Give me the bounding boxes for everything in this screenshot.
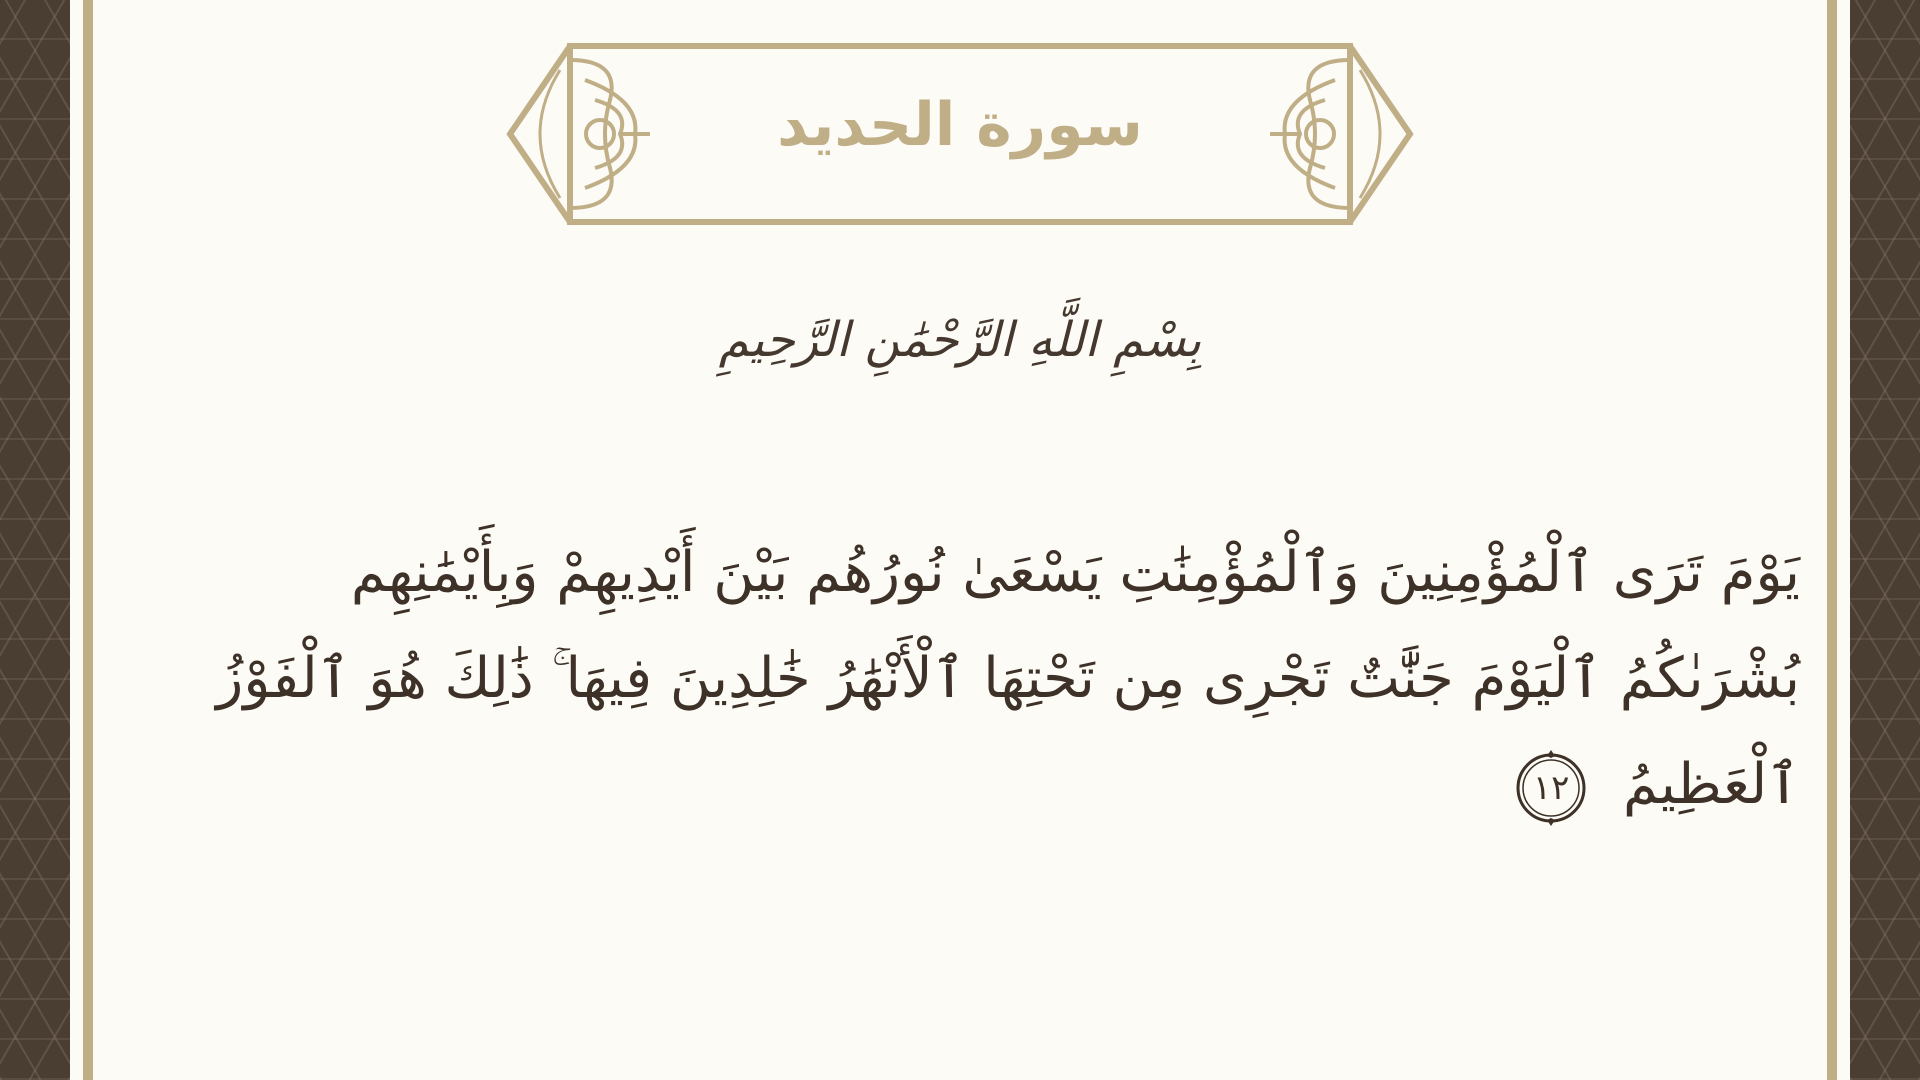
right-ornamental-border [1850,0,1920,1080]
basmala-calligraphy: بِسْمِ اللَّهِ الرَّحْمَٰنِ الرَّحِيمِ [718,312,1202,368]
ayah-number-marker [1511,748,1591,828]
surah-title-frame [500,40,1420,230]
left-gold-rule [83,0,93,1080]
left-ornamental-border [0,0,70,1080]
verse-text-block [215,520,1800,838]
ayah-number: ١٢ [1532,767,1570,808]
right-gold-rule [1827,0,1837,1080]
surah-title: سورة الحديد [777,90,1143,160]
verse-text: يَوْمَ تَرَى ٱلْمُؤْمِنِينَ وَٱلْمُؤْمِنَٰتِ يَسْعَىٰ نُورُهُم بَيْنَ أَيْدِيهِمْ وَبِأَيْمَٰنِهِم بُشْرَىٰكُمُ ٱلْيَوْمَ جَنَّٰتٌ تَجْرِى مِن تَحْتِهَا ٱلْأَنْهَٰرُ خَٰلِدِينَ فِيهَا ۚ ذَٰلِكَ هُوَ ٱلْفَوْزُ ٱلْعَظِيمُ [216,540,1800,817]
